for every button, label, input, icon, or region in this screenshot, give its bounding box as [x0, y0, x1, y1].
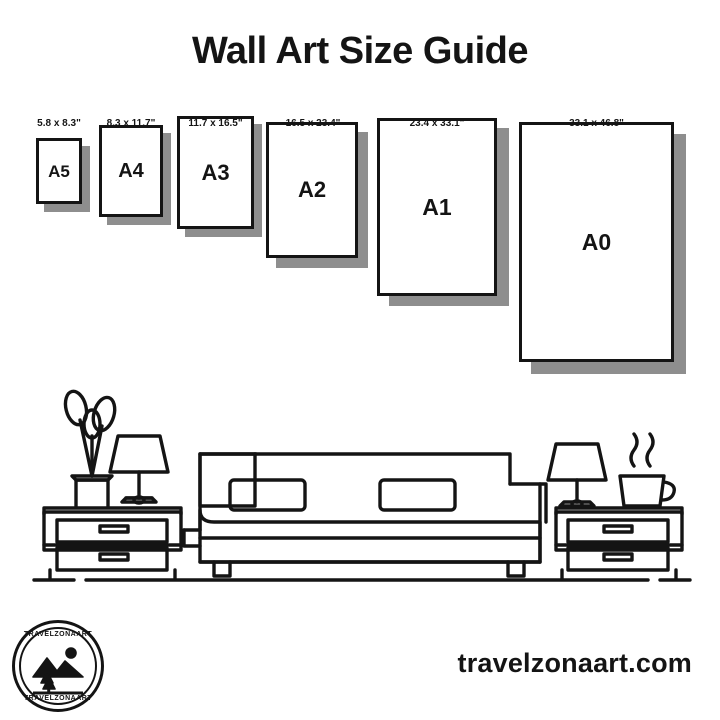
- mountain-tree-icon: [19, 627, 97, 705]
- bedroom-scene: [0, 380, 720, 610]
- size-label-a4: A4: [118, 160, 144, 182]
- size-label-a5: A5: [48, 161, 70, 181]
- size-dims-a1: 23.4 x 33.1": [409, 118, 465, 129]
- size-frame-a3: [177, 116, 254, 229]
- poster-size-row: [0, 100, 720, 400]
- size-frame-a5: [36, 138, 82, 204]
- brand-logo: [12, 620, 104, 712]
- size-frame-a4: [99, 125, 163, 217]
- website-url: travelzonaart.com: [457, 648, 692, 678]
- page-title: Wall Art Size Guide: [191, 30, 529, 72]
- size-dims-a3: 11.7 x 16.5": [188, 118, 243, 129]
- size-dims-a4: 8.3 x 11.7": [106, 118, 156, 129]
- size-frame-a2: [266, 122, 358, 258]
- size-label-a3: A3: [201, 159, 230, 185]
- logo-bottom-text: TRAVELZONAART: [23, 695, 93, 702]
- bedroom-illustration: [0, 380, 720, 610]
- size-dims-a5: 5.8 x 8.3": [37, 118, 81, 129]
- size-frame-a1: [377, 118, 497, 296]
- size-dims-a2: 16.5 x 23.4": [285, 118, 341, 129]
- size-label-a0: A0: [581, 228, 612, 255]
- size-label-a1: A1: [422, 193, 452, 220]
- size-frame-a0: [519, 122, 674, 362]
- footer: [0, 600, 720, 720]
- size-dims-a0: 33.1 x 46.8": [569, 118, 624, 129]
- logo-top-text: TRAVELZONAART: [23, 631, 93, 638]
- size-label-a2: A2: [297, 177, 327, 202]
